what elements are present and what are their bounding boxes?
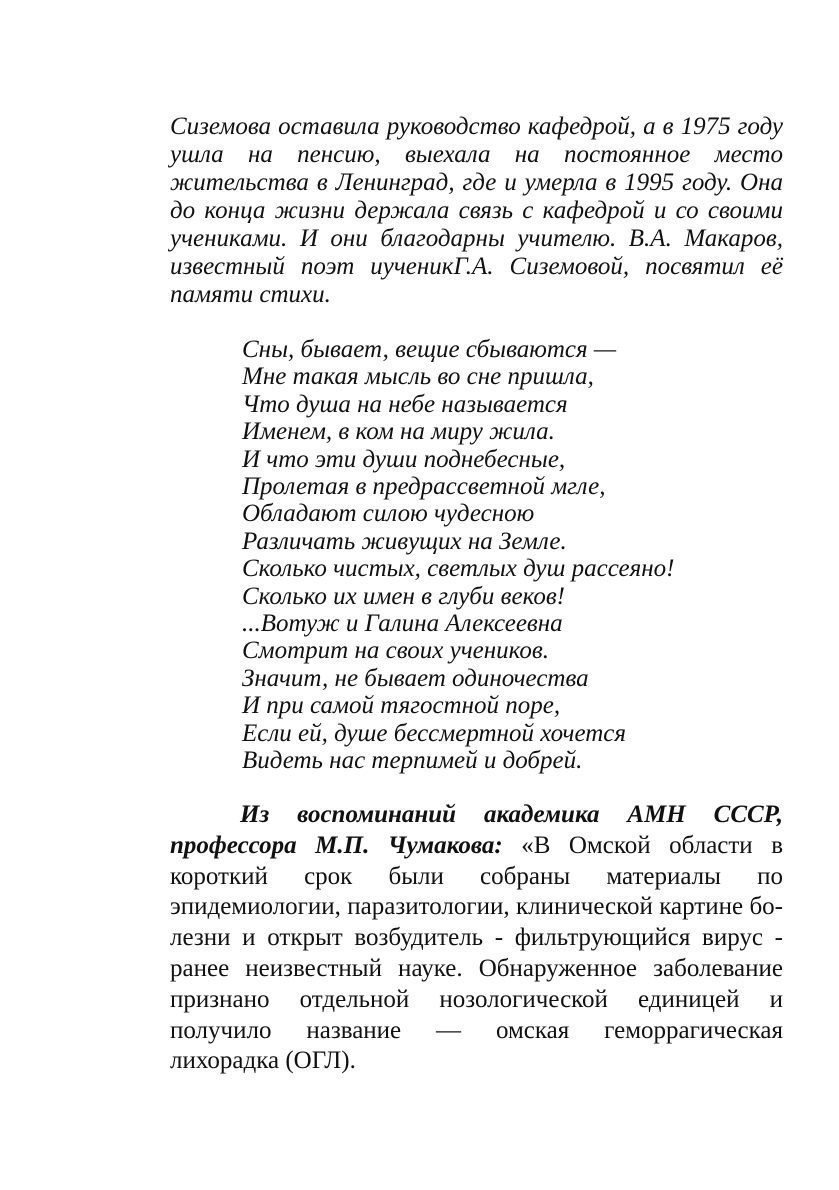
- poem-line: И при самой тягостной поре,: [242, 692, 561, 720]
- poem-line: Смотрит на своих учеников.: [242, 637, 549, 665]
- poem-line: Различать живущих на Земле.: [242, 527, 567, 555]
- poem-line: Мне такая мысль во сне пришла,: [242, 363, 594, 391]
- poem-line: Сколько их имен в глуби веков!: [242, 582, 565, 610]
- poem-line: Если ей, душе бессмертной хочется: [242, 719, 626, 747]
- poem-line: Видеть нас терпимей и добрей.: [242, 747, 583, 775]
- poem-line: Именем, в ком на миру жила.: [242, 418, 555, 446]
- poem-line: Пролетая в предрассветной мгле,: [242, 473, 606, 501]
- poem-line: Сны, бывает, вещие сбываются —: [242, 336, 617, 363]
- poem-line: И что эти души поднебесные,: [242, 445, 566, 473]
- poem-line: Сколько чистых, светлых душ рассеяно!: [242, 555, 675, 583]
- poem-line: Обладают силою чудесною: [242, 500, 535, 528]
- poem-line: Что душа на небе называется: [242, 390, 568, 418]
- poem-line: ...Вотуж и Галина Алексеевна: [242, 610, 563, 638]
- memoir-source: Из воспоминаний академика АМН СССР, профессора М.П. Чумакова:: [170, 801, 783, 859]
- memoir-text: «В Омской области в короткий срок были собраны материалы по эпидемиологии, паразитологии, клинической картине бо-лезни и открыт возбудитель - фильтрующийся вирус - ранее неизвестный науке. Обнаруженное заболевание признано отдельной нозологической единицей и получило название — омская геморрагическая лихорадка (ОГЛ).: [170, 831, 784, 1075]
- poem: [242, 336, 802, 775]
- poem-line: Значит, не бывает одиночества: [242, 664, 589, 692]
- intro-paragraph: Сиземова оставила руководство кафедрой, а в 1975 году ушла на пенсию, выехала на постоянное место жительства в Ленинград, где и умерла в 1995 году. Она до конца жизни держала связь с кафедрой и со своими учениками. И они благодарны учителю. В.А. Макаров, известный поэт иученикГ.А. Сиземовой, посвятил её памяти стихи.: [170, 113, 783, 308]
- memoir-paragraph: [170, 800, 783, 1077]
